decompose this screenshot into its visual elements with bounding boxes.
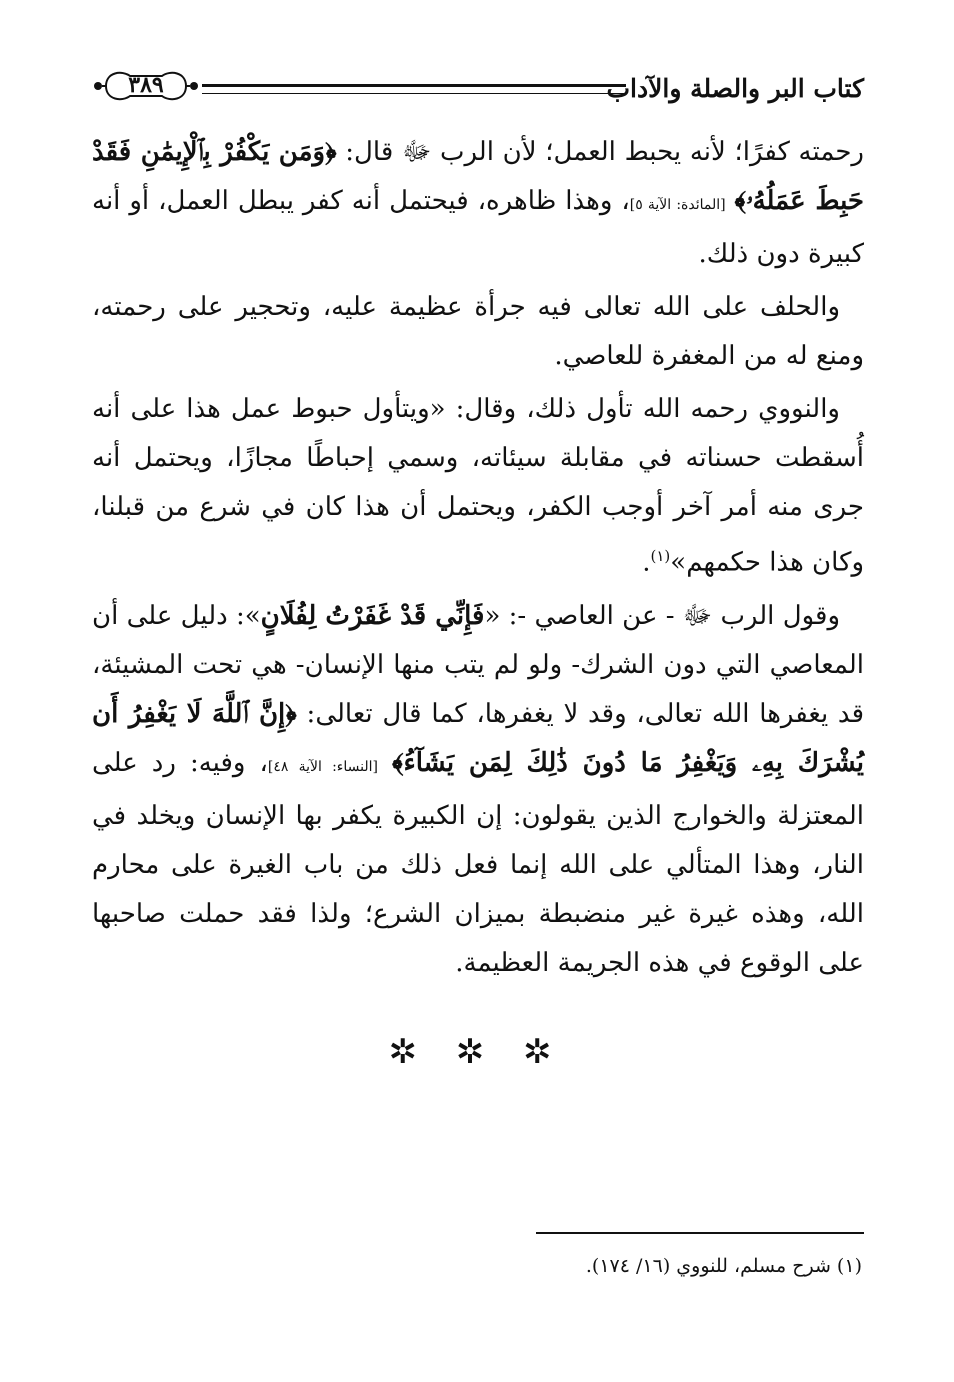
paragraph-3-text: والنووي رحمه الله تأول ذلك، وقال: «ويتأول حبوط عمل هذا على أنه أُسقطت حسناته في مقابلة سيئاته، وسمي إحباطًا مجازًا، ويحتمل أنه جرى منه أمر آخر أوجب الكفر، ويحتمل أن هذا كان في شرع من قبلنا، وكان هذا حكمهم» bbox=[92, 394, 864, 578]
footnote-marker: (١) bbox=[650, 547, 671, 565]
paragraph-4-text-a: وقول الرب ﷻ - عن العاصي -: « bbox=[484, 600, 840, 631]
paragraph-4-text-b: »: دليل على أن المعاصي التي دون الشرك- ولو لم يتب منها الإنسان- هي تحت المشيئة، قد يغفرها الله تعالى، وقد لا يغفرها، كما قال تعالى: bbox=[92, 600, 864, 729]
paragraph-4 bbox=[92, 592, 864, 988]
verse-1-reference: [المائدة: الآية ٥] bbox=[629, 197, 726, 213]
paragraph-3 bbox=[92, 385, 864, 588]
section-separator: ✲ ✲ ✲ bbox=[388, 1032, 566, 1072]
paragraph-1-text-b: ، وهذا ظاهره، فيحتمل أنه كفر يبطل العمل، أو أنه كبيرة دون ذلك. bbox=[92, 186, 864, 269]
paragraph-2: والحلف على الله تعالى فيه جرأة عظيمة عليه، وتحجير على رحمته، ومنع له من المغفرة للعاصي. bbox=[92, 292, 864, 371]
footnote: (١) شرح مسلم، للنووي (١٦/ ١٧٤). bbox=[585, 1255, 862, 1277]
page-number-ornament bbox=[92, 64, 200, 108]
hadith-quote: فَإِنِّي قَدْ غَفَرْتُ لِفُلَانٍ bbox=[260, 600, 485, 631]
header-rule bbox=[202, 84, 626, 94]
main-text bbox=[92, 128, 864, 992]
page-header bbox=[92, 64, 864, 118]
quran-verse-1: ﴿وَمَن يَكْفُرْ بِٱلْإِيمَٰنِ فَقَدْ حَبِطَ عَمَلُهُۥ﴾ bbox=[92, 137, 864, 216]
paragraph-1 bbox=[92, 128, 864, 279]
footnote-rule bbox=[536, 1232, 864, 1234]
verse-2-reference: [النساء: الآية ٤٨] bbox=[267, 758, 378, 775]
paragraph-4-text-c: ، وفيه: رد على المعتزلة والخوارج الذين يقولون: إن الكبيرة يكفر بها الإنسان ويخلد في النار، وهذا المتألي على الله إنما فعل ذلك من باب الغيرة على محارم الله، وهذه غيرة غير منضبطة بميزان الشرع؛ ولذا فقد حملت صاحبها على الوقوع في هذه الجريمة العظيمة. bbox=[92, 747, 864, 978]
paragraph-1-text-a: رحمته كفرًا؛ لأنه يحبط العمل؛ لأن الرب ﷻ قال: bbox=[336, 137, 864, 167]
page-number: ٣٨٩ bbox=[128, 72, 164, 98]
quran-verse-2: ﴿إِنَّ ٱللَّهَ لَا يَغْفِرُ أَن يُشْرَكَ بِهِۦ وَيَغْفِرُ مَا دُونَ ذَٰلِكَ لِمَن يَشَآءُ﴾ bbox=[92, 698, 865, 778]
paragraph-3-end: . bbox=[642, 547, 651, 578]
book-title: كتاب البر والصلة والآداب bbox=[606, 74, 864, 103]
